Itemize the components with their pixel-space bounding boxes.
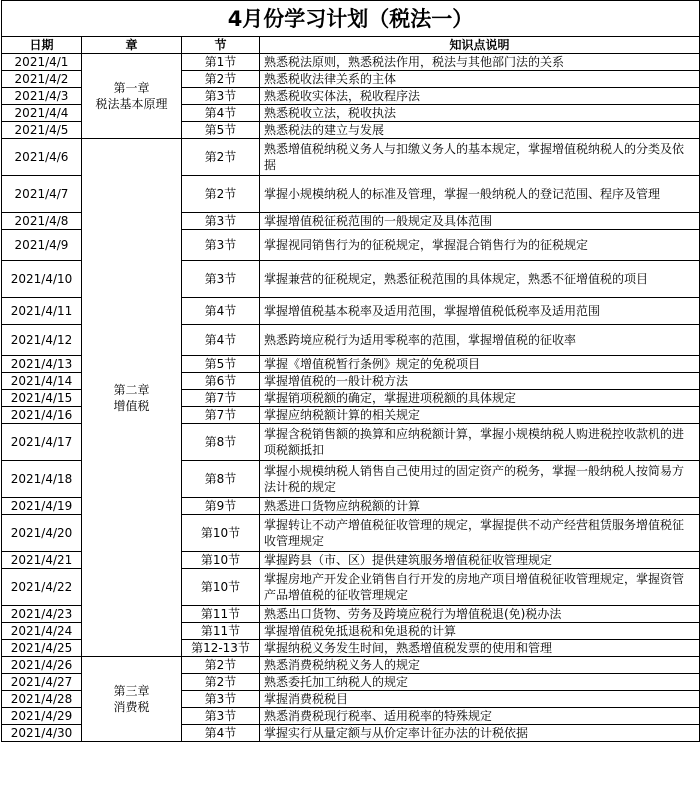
date-cell: 2021/4/17 [2,424,82,461]
title-row [2,1,700,37]
knowledge-cell: 掌握消费税税目 [260,691,700,708]
date-cell: 2021/4/27 [2,674,82,691]
section-cell: 第9节 [182,498,260,515]
section-cell: 第3节 [182,708,260,725]
knowledge-cell: 掌握增值税免抵退税和免退税的计算 [260,623,700,640]
table-row [2,139,700,176]
section-cell: 第1节 [182,54,260,71]
knowledge-cell: 掌握小规模纳税人的标准及管理，掌握一般纳税人的登记范围、程序及管理 [260,176,700,213]
section-cell: 第8节 [182,424,260,461]
study-plan-table [1,0,700,742]
chapter-name: 税法基本原理 [95,97,168,111]
section-cell: 第10节 [182,569,260,606]
column-header-knowledge: 知识点说明 [260,37,700,54]
knowledge-cell: 掌握纳税义务发生时间，熟悉增值税发票的使用和管理 [260,640,700,657]
knowledge-cell: 掌握视同销售行为的征税规定，掌握混合销售行为的征税规定 [260,230,700,261]
date-cell: 2021/4/21 [2,552,82,569]
knowledge-cell: 熟悉税收实体法，税收程序法 [260,88,700,105]
date-cell: 2021/4/12 [2,325,82,356]
date-cell: 2021/4/14 [2,373,82,390]
section-cell: 第10节 [182,515,260,552]
column-header-section: 节 [182,37,260,54]
date-cell: 2021/4/13 [2,356,82,373]
knowledge-cell: 熟悉出口货物、劳务及跨境应税行为增值税退(免)税办法 [260,606,700,623]
section-cell: 第4节 [182,105,260,122]
chapter-number: 第一章 [113,81,150,95]
date-cell: 2021/4/19 [2,498,82,515]
section-cell: 第3节 [182,88,260,105]
knowledge-cell: 掌握增值税的一般计税方法 [260,373,700,390]
date-cell: 2021/4/18 [2,461,82,498]
column-header-chapter: 章 [82,37,182,54]
date-cell: 2021/4/23 [2,606,82,623]
chapter-number: 第二章 [113,382,150,397]
date-cell: 2021/4/28 [2,691,82,708]
date-cell: 2021/4/24 [2,623,82,640]
knowledge-cell: 熟悉税法的建立与发展 [260,122,700,139]
date-cell: 2021/4/22 [2,569,82,606]
date-cell: 2021/4/20 [2,515,82,552]
knowledge-cell: 掌握《增值税暂行条例》规定的免税项目 [260,356,700,373]
section-cell: 第7节 [182,407,260,424]
chapter-number: 第三章 [113,684,150,698]
date-cell: 2021/4/30 [2,725,82,742]
section-cell: 第7节 [182,390,260,407]
knowledge-cell: 熟悉增值税纳税义务人与扣缴义务人的基本规定，掌握增值税纳税人的分类及依据 [260,139,700,176]
date-cell: 2021/4/4 [2,105,82,122]
date-cell: 2021/4/16 [2,407,82,424]
date-cell: 2021/4/7 [2,176,82,213]
date-cell: 2021/4/11 [2,298,82,325]
section-cell: 第11节 [182,623,260,640]
section-cell: 第2节 [182,139,260,176]
section-cell: 第2节 [182,71,260,88]
date-cell: 2021/4/5 [2,122,82,139]
knowledge-cell: 掌握转让不动产增值税征收管理的规定，掌握提供不动产经营租赁服务增值税征收管理规定 [260,515,700,552]
knowledge-cell: 掌握含税销售额的换算和应纳税额计算，掌握小规模纳税人购进税控收款机的进项税额抵扣 [260,424,700,461]
section-cell: 第3节 [182,691,260,708]
date-cell: 2021/4/10 [2,261,82,298]
knowledge-cell: 熟悉税收立法，税收执法 [260,105,700,122]
chapter-name: 消费税 [113,700,150,714]
section-cell: 第2节 [182,176,260,213]
section-cell: 第5节 [182,356,260,373]
knowledge-cell: 掌握小规模纳税人销售自己使用过的固定资产的税务，掌握一般纳税人按简易方法计税的规定 [260,461,700,498]
date-cell: 2021/4/15 [2,390,82,407]
knowledge-cell: 掌握房地产开发企业销售自行开发的房地产项目增值税征收管理规定，掌握资管产品增值税的征收管理规定 [260,569,700,606]
knowledge-cell: 掌握销项税额的确定，掌握进项税额的具体规定 [260,390,700,407]
knowledge-cell: 掌握实行从量定额与从价定率计征办法的计税依据 [260,725,700,742]
page-title: 4月份学习计划（税法一） [2,1,700,37]
chapter-cell [82,139,182,657]
knowledge-cell: 熟悉消费税现行税率、适用税率的特殊规定 [260,708,700,725]
section-cell: 第3节 [182,230,260,261]
chapter-name: 增值税 [113,398,150,413]
date-cell: 2021/4/6 [2,139,82,176]
section-cell: 第3节 [182,213,260,230]
header-row [2,37,700,54]
section-cell: 第2节 [182,674,260,691]
date-cell: 2021/4/3 [2,88,82,105]
knowledge-cell: 掌握兼营的征税规定，熟悉征税范围的具体规定，熟悉不征增值税的项目 [260,261,700,298]
section-cell: 第4节 [182,298,260,325]
date-cell: 2021/4/26 [2,657,82,674]
knowledge-cell: 熟悉委托加工纳税人的规定 [260,674,700,691]
date-cell: 2021/4/8 [2,213,82,230]
knowledge-cell: 熟悉税收法律关系的主体 [260,71,700,88]
date-cell: 2021/4/9 [2,230,82,261]
date-cell: 2021/4/1 [2,54,82,71]
date-cell: 2021/4/25 [2,640,82,657]
chapter-cell [82,657,182,742]
knowledge-cell: 熟悉跨境应税行为适用零税率的范围，掌握增值税的征收率 [260,325,700,356]
section-cell: 第4节 [182,725,260,742]
chapter-cell [82,54,182,139]
table-row [2,54,700,71]
knowledge-cell: 熟悉消费税纳税义务人的规定 [260,657,700,674]
section-cell: 第4节 [182,325,260,356]
date-cell: 2021/4/2 [2,71,82,88]
date-cell: 2021/4/29 [2,708,82,725]
section-cell: 第12-13节 [182,640,260,657]
section-cell: 第10节 [182,552,260,569]
section-cell: 第6节 [182,373,260,390]
knowledge-cell: 掌握增值税基本税率及适用范围，掌握增值税低税率及适用范围 [260,298,700,325]
column-header-date: 日期 [2,37,82,54]
knowledge-cell: 熟悉税法原则，熟悉税法作用，税法与其他部门法的关系 [260,54,700,71]
section-cell: 第5节 [182,122,260,139]
knowledge-cell: 熟悉进口货物应纳税额的计算 [260,498,700,515]
section-cell: 第11节 [182,606,260,623]
knowledge-cell: 掌握跨县（市、区）提供建筑服务增值税征收管理规定 [260,552,700,569]
section-cell: 第3节 [182,261,260,298]
knowledge-cell: 掌握增值税征税范围的一般规定及具体范围 [260,213,700,230]
section-cell: 第2节 [182,657,260,674]
knowledge-cell: 掌握应纳税额计算的相关规定 [260,407,700,424]
table-row [2,657,700,674]
section-cell: 第8节 [182,461,260,498]
